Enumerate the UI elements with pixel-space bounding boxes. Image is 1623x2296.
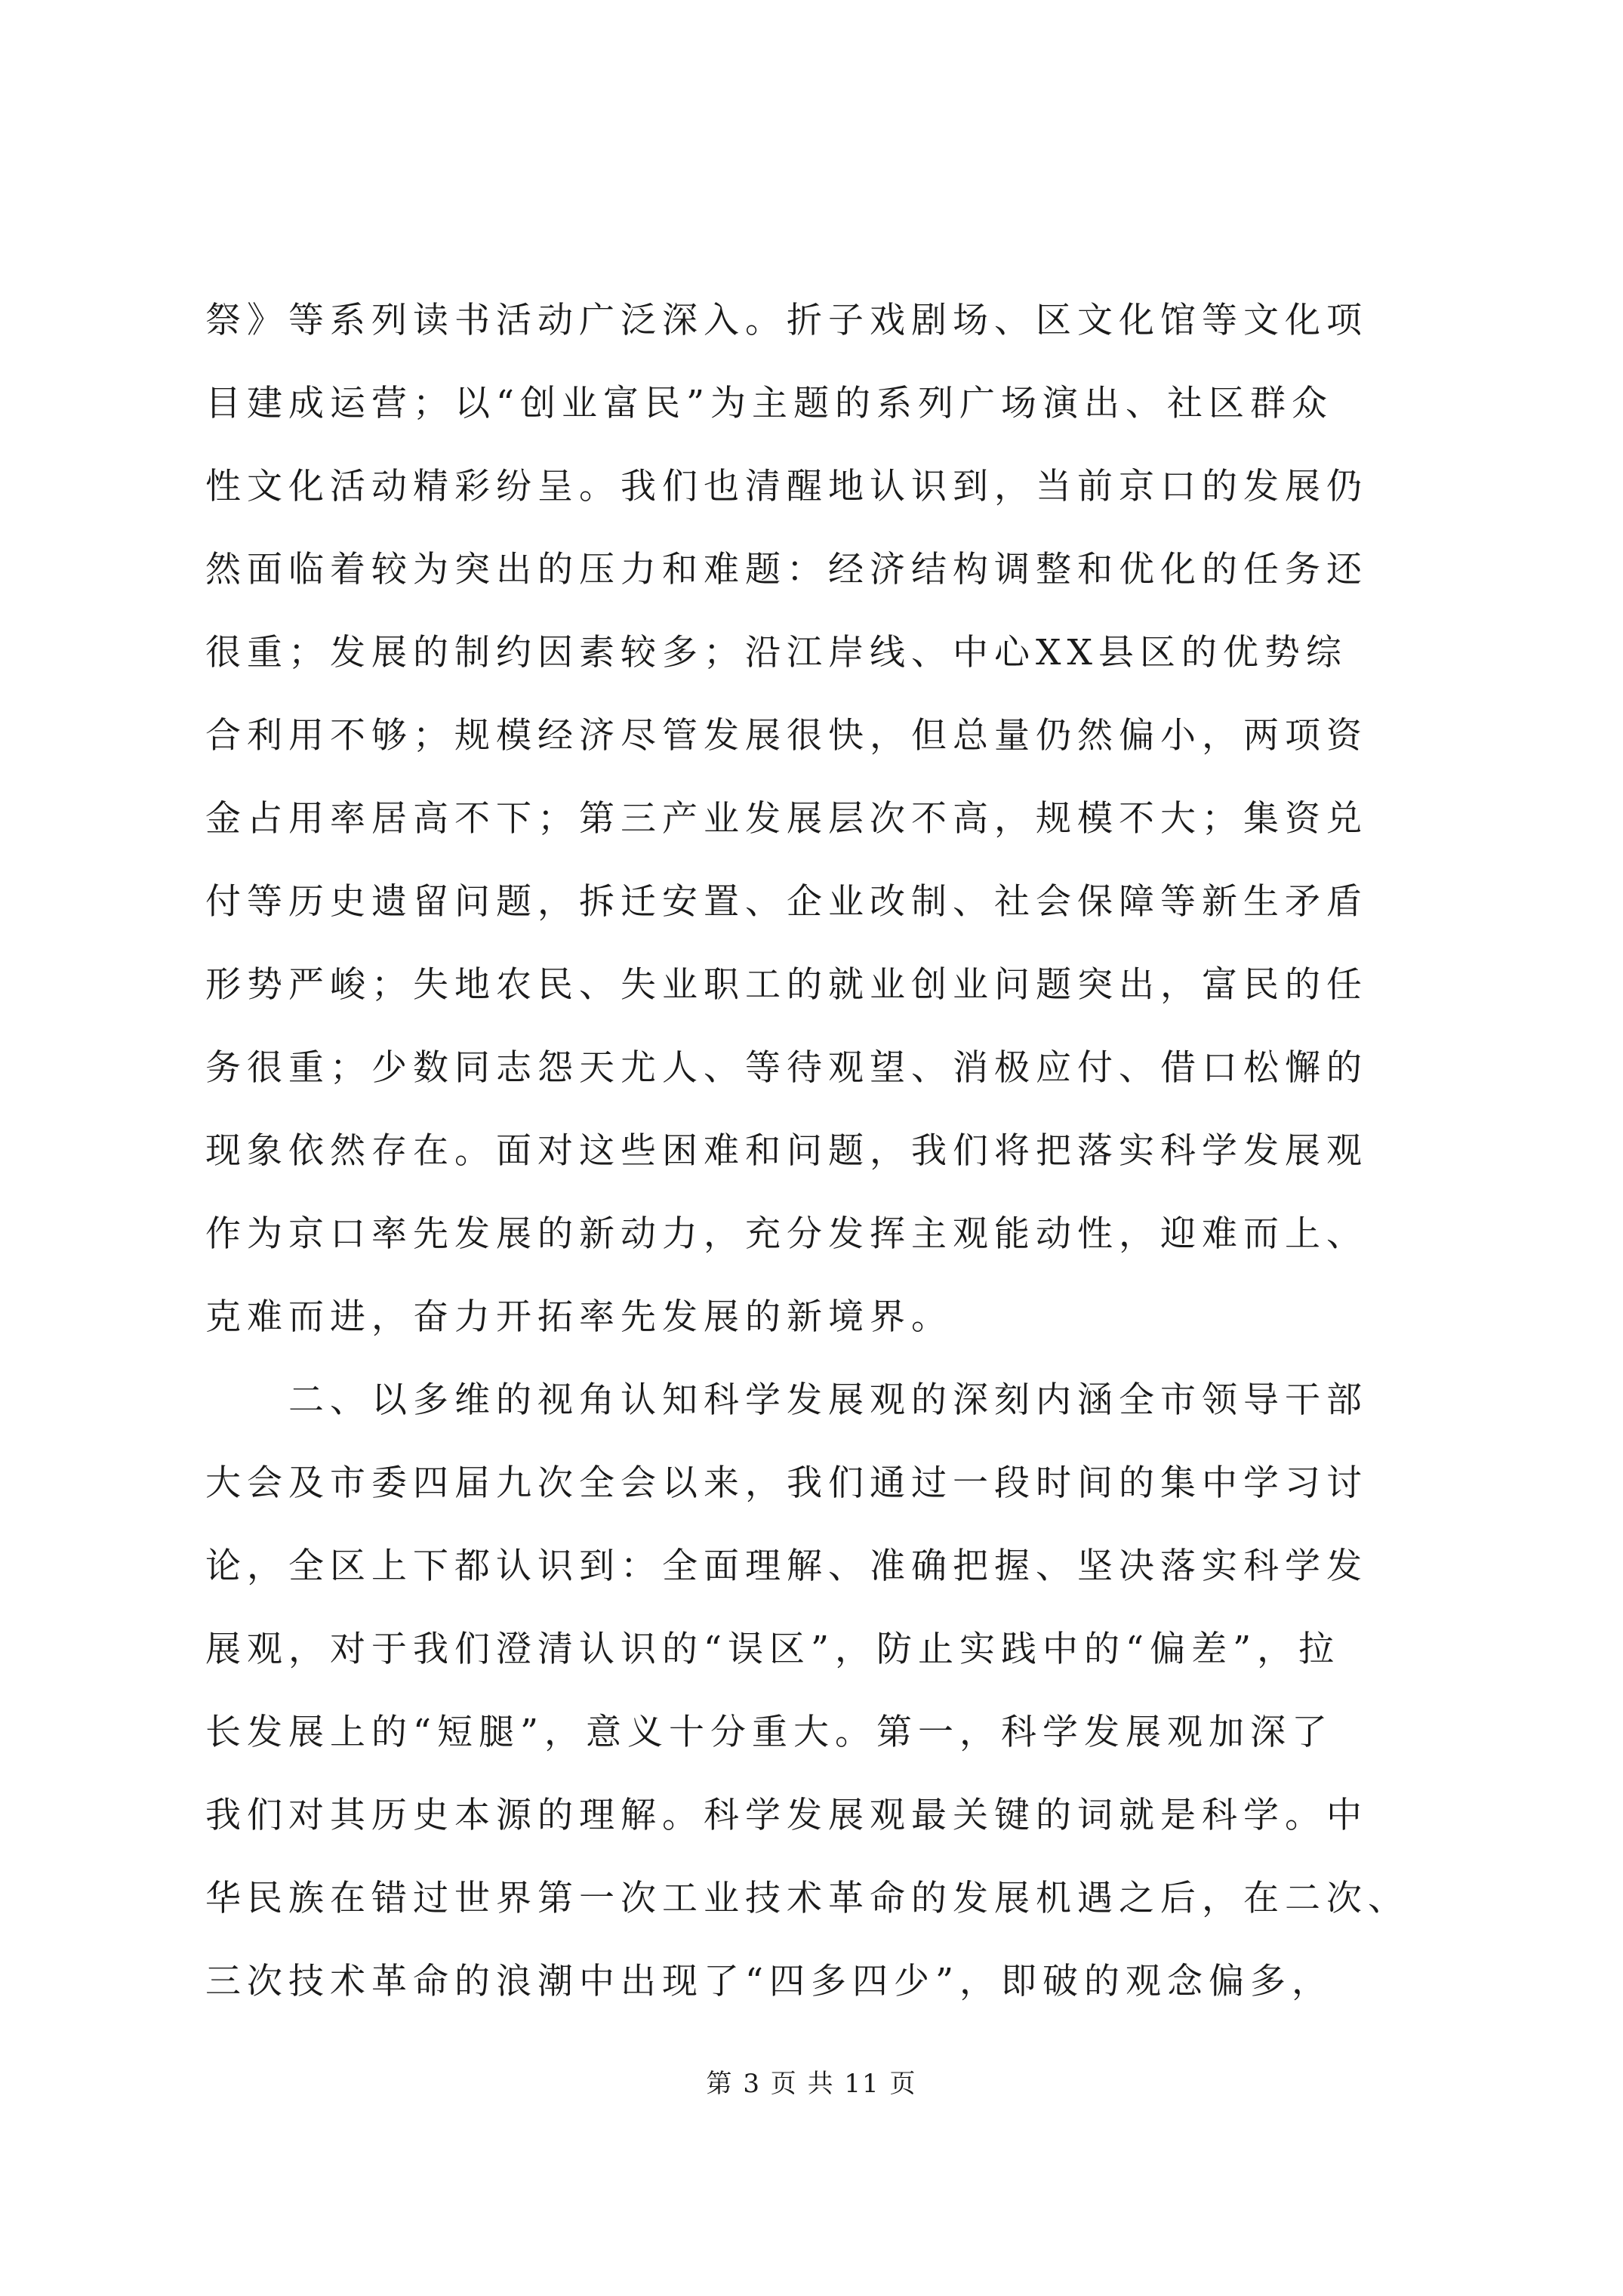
text-line: 务很重；少数同志怨天尤人、等待观望、消极应付、借口松懈的 xyxy=(205,1047,1368,1089)
text-line: 然面临着较为突出的压力和难题：经济结构调整和优化的任务还 xyxy=(205,549,1368,590)
text-line: 我们对其历史本源的理解。科学发展观最关键的词就是科学。中 xyxy=(205,1795,1368,1836)
text-line: 作为京口率先发展的新动力，充分发挥主观能动性，迎难而上、 xyxy=(205,1213,1368,1255)
text-line: 合利用不够；规模经济尽管发展很快，但总量仍然偏小，两项资 xyxy=(205,715,1368,757)
text-line: 很重；发展的制约因素较多；沿江岸线、中心XX县区的优势综 xyxy=(205,632,1347,673)
text-line: 现象依然存在。面对这些困难和问题，我们将把落实科学发展观 xyxy=(205,1130,1368,1172)
text-line: 金占用率居高不下；第三产业发展层次不高，规模不大；集资兑 xyxy=(205,798,1368,840)
text-line: 祭》等系列读书活动广泛深入。折子戏剧场、区文化馆等文化项 xyxy=(205,300,1368,341)
text-line: 展观，对于我们澄清认识的“误区”，防止实践中的“偏差”，拉 xyxy=(205,1629,1341,1670)
page-number-footer: 第 3 页 共 11 页 xyxy=(706,2069,917,2099)
text-line: 华民族在错过世界第一次工业技术革命的发展机遇之后，在二次、 xyxy=(205,1878,1409,1919)
text-line: 二、以多维的视角认知科学发展观的深刻内涵全市领导干部 xyxy=(205,1379,1368,1421)
text-line: 目建成运营；以“创业富民”为主题的系列广场演出、社区群众 xyxy=(205,383,1334,424)
text-line: 大会及市委四届九次全会以来，我们通过一段时间的集中学习讨 xyxy=(205,1462,1368,1504)
text-line: 性文化活动精彩纷呈。我们也清醒地认识到，当前京口的发展仍 xyxy=(205,466,1368,507)
text-line: 论，全区上下都认识到：全面理解、准确把握、坚决落实科学发 xyxy=(205,1546,1368,1587)
text-line: 付等历史遗留问题，拆迁安置、企业改制、社会保障等新生矛盾 xyxy=(205,881,1368,923)
text-line: 形势严峻；失地农民、失业职工的就业创业问题突出，富民的任 xyxy=(205,964,1368,1006)
text-line: 长发展上的“短腿”，意义十分重大。第一，科学发展观加深了 xyxy=(205,1712,1334,1753)
text-line: 三次技术革命的浪潮中出现了“四多四少”，即破的观念偏多， xyxy=(205,1961,1334,2002)
text-line: 克难而进，奋力开拓率先发展的新境界。 xyxy=(205,1296,953,1338)
